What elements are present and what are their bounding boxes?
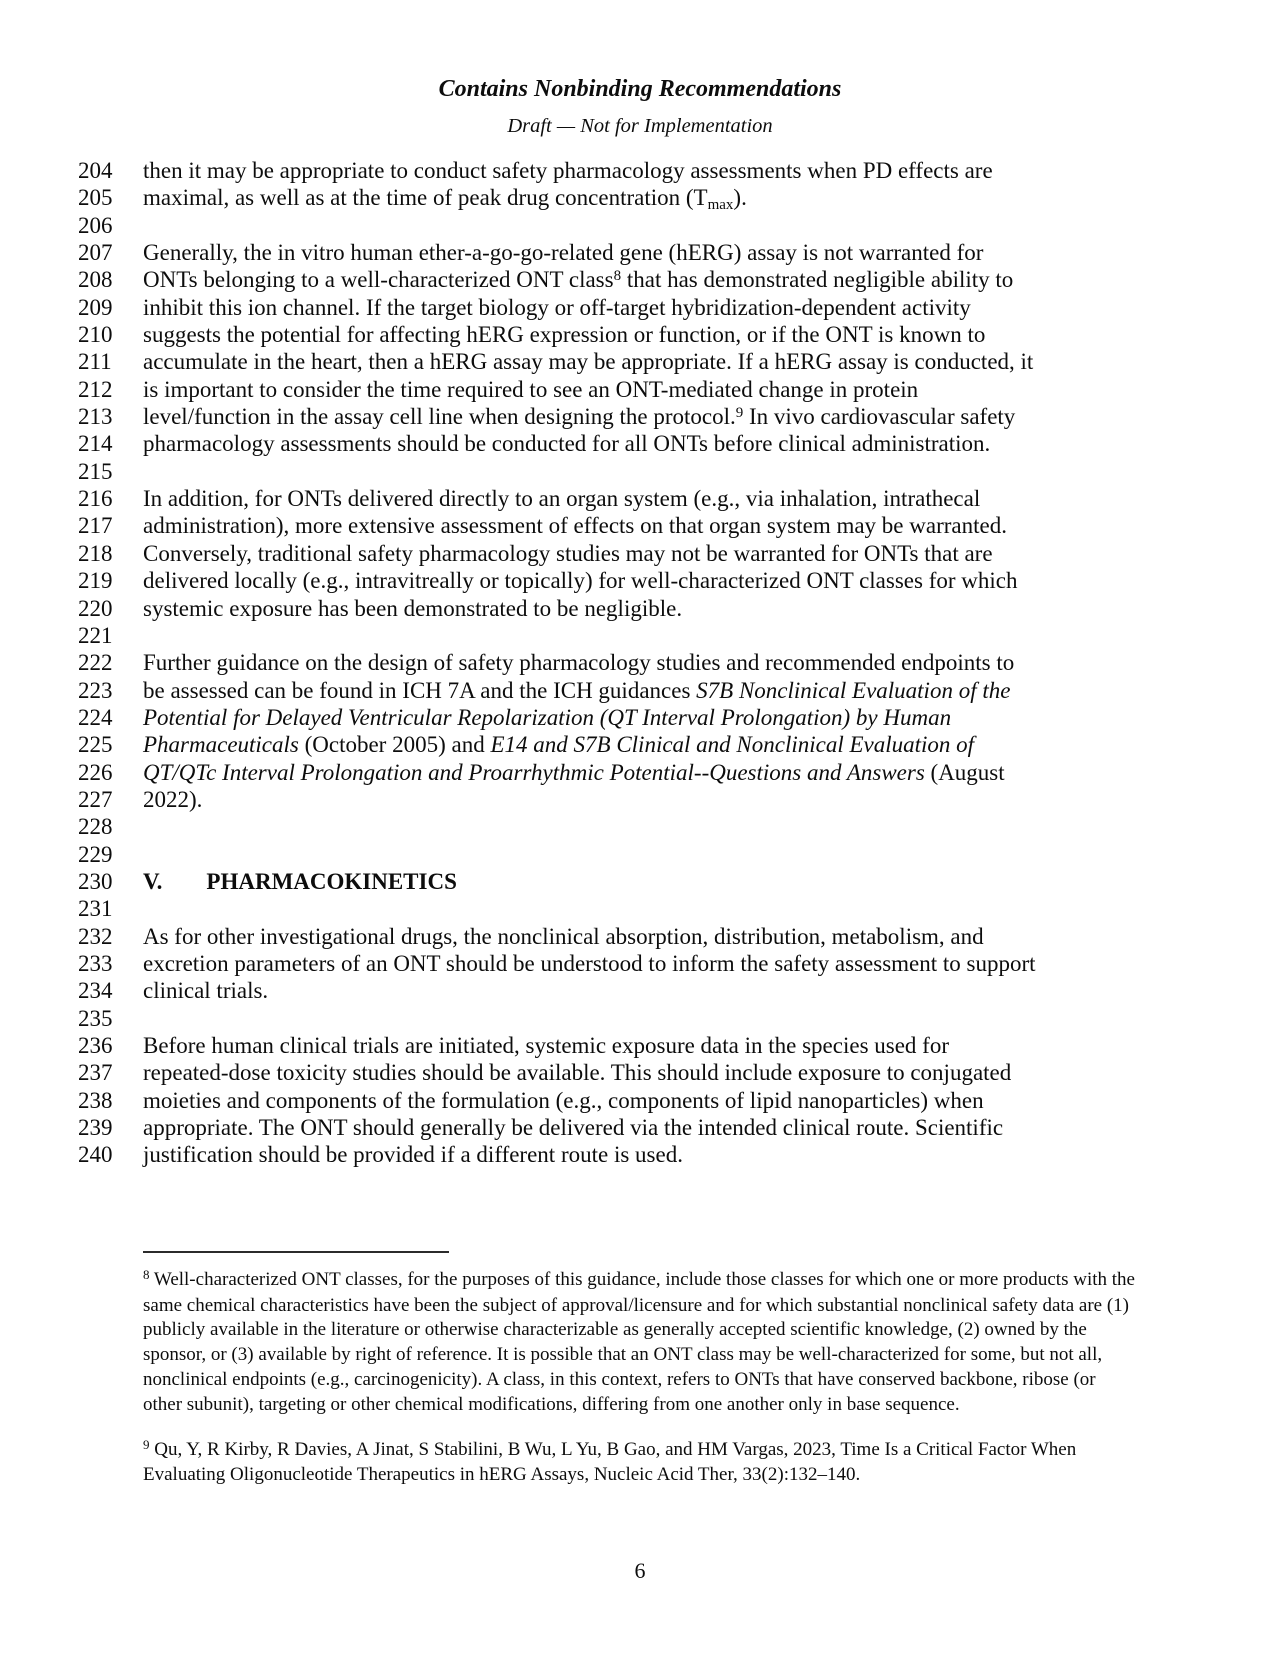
doc-line xyxy=(78,568,1280,595)
line-text: systemic exposure has been demonstrated to be negligible. xyxy=(143,595,683,621)
line-number: 223 xyxy=(78,677,113,703)
doc-line xyxy=(78,240,1280,267)
line-text: 2022). xyxy=(143,786,203,812)
doc-line xyxy=(78,650,1280,677)
doc-line xyxy=(78,377,1280,404)
line-text: delivered locally (e.g., intravitreally or topically) for well-characterized ONT classes for which xyxy=(143,568,1018,594)
line-number: 211 xyxy=(78,349,112,375)
line-text: V. PHARMACOKINETICS xyxy=(143,868,457,894)
line-text: Conversely, traditional safety pharmacology studies may not be warranted for ONTs that are xyxy=(143,540,993,566)
doc-line xyxy=(78,322,1280,349)
line-number: 238 xyxy=(78,1087,113,1113)
line-number: 207 xyxy=(78,240,113,266)
line-number: 219 xyxy=(78,568,113,594)
doc-line xyxy=(78,158,1280,185)
line-number: 208 xyxy=(78,267,113,293)
doc-line xyxy=(78,349,1280,376)
line-number: 226 xyxy=(78,759,113,785)
doc-line xyxy=(78,678,1280,705)
line-number: 228 xyxy=(78,814,113,840)
line-number: 214 xyxy=(78,431,113,457)
line-number: 217 xyxy=(78,513,113,539)
line-text: Before human clinical trials are initiated, systemic exposure data in the species used for xyxy=(143,1033,949,1058)
line-text: is important to consider the time required to see an ONT-mediated change in protein xyxy=(143,376,919,402)
page-number: 6 xyxy=(634,1558,646,1583)
footnote-list xyxy=(143,1268,1140,1488)
doc-line xyxy=(78,951,1280,978)
line-text: accumulate in the heart, then a hERG assay may be appropriate. If a hERG assay is conducted, it xyxy=(143,349,1034,375)
line-number: 231 xyxy=(78,896,113,922)
line-number: 234 xyxy=(78,978,113,1004)
line-number: 220 xyxy=(78,595,113,621)
doc-line xyxy=(78,1088,1280,1115)
doc-line xyxy=(78,924,1280,951)
doc-line xyxy=(78,267,1280,294)
line-text: administration), more extensive assessment of effects on that organ system may be warranted. xyxy=(143,513,1007,539)
line-text: moieties and components of the formulation (e.g., components of lipid nanoparticles) when xyxy=(143,1087,984,1113)
line-number: 240 xyxy=(78,1142,113,1168)
line-number: 221 xyxy=(78,622,113,648)
line-text: In addition, for ONTs delivered directly to an organ system (e.g., via inhalation, intrathecal xyxy=(143,486,981,512)
doc-line xyxy=(78,185,1280,212)
doc-line xyxy=(78,541,1280,568)
line-text: pharmacology assessments should be conducted for all ONTs before clinical administration. xyxy=(143,431,991,457)
doc-line xyxy=(78,459,1280,486)
line-text: appropriate. The ONT should generally be delivered via the intended clinical route. Scientific xyxy=(143,1115,1004,1141)
footnote-marker: 8 xyxy=(143,1266,150,1282)
line-text: ONTs belonging to a well-characterized ONT class$^8$ that has demonstrated negligible ability to xyxy=(143,267,1014,293)
doc-line xyxy=(78,513,1280,540)
line-text: Further guidance on the design of safety pharmacology studies and recommended endpoints to xyxy=(143,650,1015,676)
line-number: 209 xyxy=(78,294,113,320)
line-number: 225 xyxy=(78,732,113,758)
line-text: justification should be provided if a different route is used. xyxy=(143,1142,683,1168)
line-text: repeated-dose toxicity studies should be available. This should include exposure to conjugated xyxy=(143,1060,1012,1086)
line-number: 235 xyxy=(78,1005,113,1031)
line-number: 215 xyxy=(78,458,113,484)
line-number: 204 xyxy=(78,158,113,183)
footnote-9: $^9$ Qu, Y, R Kirby, R Davies, A Jinat, S Stabilini, B Wu, L Yu, B Gao, and HM Vargas, 2023, Time Is a Critical Factor When Evaluating Oligonucleotide Therapeutics in hERG Assays, Nucleic Acid Ther, 33(2):132–140. xyxy=(143,1436,1077,1486)
line-text: clinical trials. xyxy=(143,978,269,1004)
doc-line xyxy=(78,1060,1280,1087)
line-number: 233 xyxy=(78,950,113,976)
page-header-title: Contains Nonbinding Recommendations xyxy=(438,76,842,102)
document-body xyxy=(78,158,1280,1170)
line-number: 213 xyxy=(78,404,113,430)
footnote-marker: 9 xyxy=(143,1436,150,1452)
line-text: Potential for Delayed Ventricular Repolarization (QT Interval Prolongation) by Human xyxy=(143,704,952,730)
line-text: maximal, as well as at the time of peak drug concentration (Tmax). xyxy=(143,185,747,214)
line-text: level/function in the assay cell line when designing the protocol.$^9$ In vivo cardiovascular safety xyxy=(143,404,1016,430)
line-number: 216 xyxy=(78,486,113,512)
doc-line xyxy=(78,814,1280,841)
doc-line xyxy=(78,732,1280,759)
footnote-area xyxy=(143,1251,1140,1488)
doc-line xyxy=(78,596,1280,623)
line-text: QT/QTc Interval Prolongation and Proarrhythmic Potential--Questions and Answers (August xyxy=(143,759,1005,785)
doc-line xyxy=(78,486,1280,513)
doc-line xyxy=(78,787,1280,814)
line-number: 227 xyxy=(78,786,113,812)
doc-line xyxy=(78,213,1280,240)
line-number: 236 xyxy=(78,1033,113,1058)
footnote-8: $^8$ Well-characterized ONT classes, for the purposes of this guidance, include those classes for which one or more products with the same chemical characteristics have been the subject of approval/licensure and for which substantial nonclinical safety data are (1) publicly available in the literature or otherwise characterizable as generally accepted scientific knowledge, (2) owned by the sponsor, or (3) available by right of reference. It is possible that an ONT class may be well-characterized for some, but not all, nonclinical endpoints (e.g., carcinogenicity). A class, in this context, refers to ONTs that have conserved backbone, ribose (or other subunit), targeting or other chemical modifications, differing from one another only in base sequence. xyxy=(143,1266,1135,1415)
doc-line xyxy=(78,842,1280,869)
line-number: 206 xyxy=(78,212,113,238)
line-text: Generally, the in vitro human ether-a-go-go-related gene (hERG) assay is not warranted for xyxy=(143,240,984,266)
line-number: 239 xyxy=(78,1115,113,1141)
line-number: 224 xyxy=(78,704,113,730)
doc-line xyxy=(78,896,1280,923)
doc-line xyxy=(78,1115,1280,1142)
line-number: 205 xyxy=(78,185,113,211)
line-text: As for other investigational drugs, the nonclinical absorption, distribution, metabolism, and xyxy=(143,923,984,949)
doc-line xyxy=(78,431,1280,458)
line-number: 218 xyxy=(78,540,113,566)
line-number: 210 xyxy=(78,322,113,348)
line-text: inhibit this ion channel. If the target biology or off-target hybridization-dependent activity xyxy=(143,294,971,320)
line-number: 230 xyxy=(78,868,113,894)
doc-line xyxy=(78,1142,1280,1169)
line-number: 237 xyxy=(78,1060,113,1086)
line-text: Pharmaceuticals (October 2005) and E14 and S7B Clinical and Nonclinical Evaluation of xyxy=(143,732,975,758)
doc-line xyxy=(78,978,1280,1005)
doc-line xyxy=(78,295,1280,322)
footnote-separator xyxy=(143,1251,449,1253)
line-number: 232 xyxy=(78,923,113,949)
doc-line xyxy=(78,404,1280,431)
page-header-subtitle: Draft — Not for Implementation xyxy=(507,115,773,137)
line-number: 229 xyxy=(78,841,113,867)
doc-line xyxy=(78,705,1280,732)
line-text: be assessed can be found in ICH 7A and the ICH guidances S7B Nonclinical Evaluation of the xyxy=(143,677,1011,703)
doc-line xyxy=(78,1006,1280,1033)
doc-line xyxy=(78,623,1280,650)
doc-line xyxy=(78,760,1280,787)
line-text: then it may be appropriate to conduct safety pharmacology assessments when PD effects are xyxy=(143,158,993,183)
doc-line xyxy=(78,1033,1280,1060)
doc-line xyxy=(78,869,1280,896)
line-text: suggests the potential for affecting hERG expression or function, or if the ONT is known to xyxy=(143,322,986,348)
line-text: excretion parameters of an ONT should be understood to inform the safety assessment to support xyxy=(143,950,1036,976)
line-number: 222 xyxy=(78,650,113,676)
line-number: 212 xyxy=(78,376,113,402)
